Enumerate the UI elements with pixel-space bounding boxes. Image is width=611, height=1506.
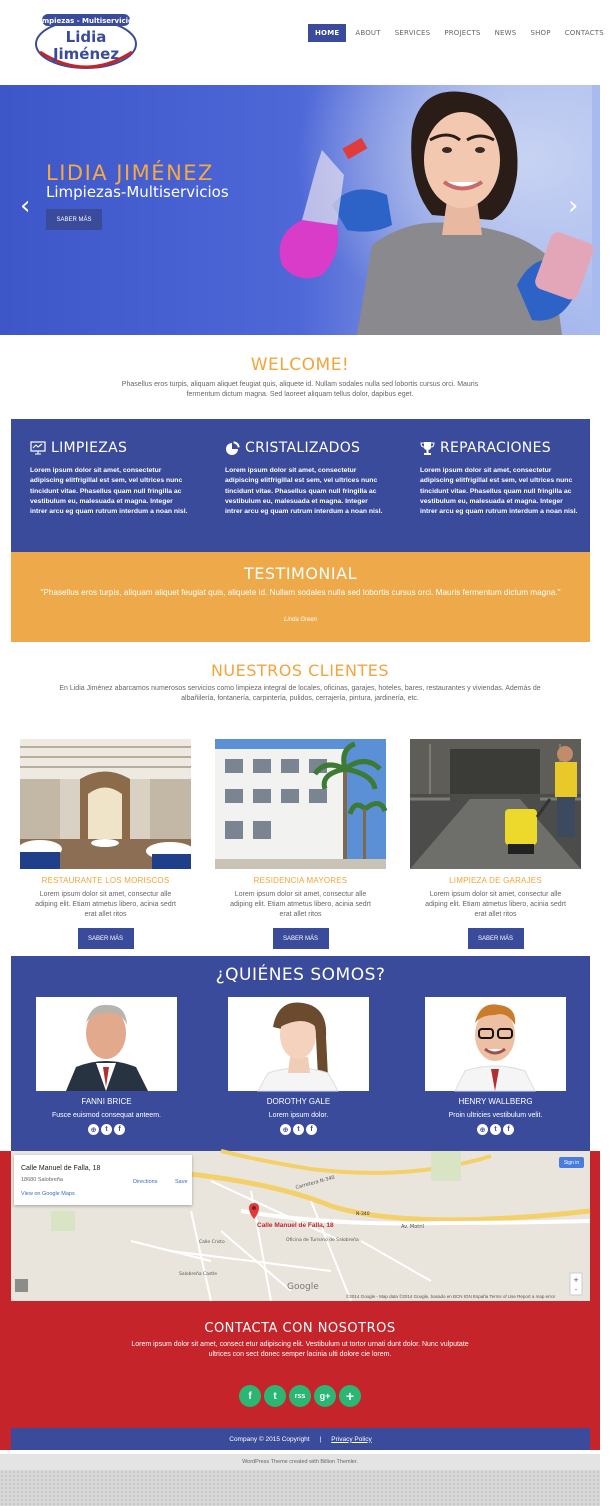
client-text: Lorem ipsum dolor sit amet, consectur alle adiping elit. Etiam atmetus libero, acinia sedrt erat allet ritos (425, 891, 566, 918)
service-limpiezas (30, 439, 190, 517)
site-header (0, 0, 604, 85)
client-title: LIMPIEZA DE GARAJES (449, 876, 542, 885)
svg-text:Jiménez: Jiménez (52, 45, 120, 63)
client-saber-mas-button[interactable]: SABER MÁS (78, 928, 134, 949)
twitter-icon[interactable]: t (101, 1124, 112, 1135)
dribbble-icon[interactable]: ⊕ (280, 1124, 291, 1135)
client-card (20, 739, 191, 949)
nav-home[interactable]: HOME (308, 24, 346, 42)
member-social (228, 1124, 369, 1135)
dribbble-icon[interactable]: ⊕ (477, 1124, 488, 1135)
service-text: Lorem ipsum dolor sit amet, consectetur adipiscing elitfrigillal est sem, vel ultrices nunc tincidunt vitae. Phasellus quam null fringilla ac vestibulum eu, malesuada et magna. Integer intrer arcu eg quam rutrum interdum a noan nisl. (225, 467, 383, 516)
member-role: Lorem ipsum dolor. (268, 1112, 329, 1119)
member-name: DOROTHY GALE (266, 1097, 331, 1106)
directions-button[interactable]: Directions (133, 1179, 158, 1185)
service-text: Lorem ipsum dolor sit amet, consectetur adipiscing elitfrigillal est sem, vel ultrices nunc tincidunt vitae. Phasellus quam null fringilla ac vestibulum eu, malesuada et magna. Integer intrer arcu eg quam rutrum interdum a noan nisl. (30, 467, 188, 516)
team-title: ¿QUIÉNES SOMOS? (215, 965, 386, 985)
site-logo[interactable] (34, 12, 138, 72)
map-label-motril: Av. Motril (401, 1224, 425, 1230)
footer-bar (11, 1428, 590, 1450)
facebook-icon[interactable]: f (503, 1124, 514, 1135)
facebook-icon[interactable]: f (239, 1385, 261, 1407)
contact-title: CONTACTA CON NOSOTROS (204, 1321, 396, 1336)
hero-title: LIDIA JIMÉNEZ (46, 161, 214, 185)
services-section (11, 419, 590, 552)
hero-prev-arrow-icon[interactable]: ‹ (20, 191, 31, 221)
residence-image (215, 739, 386, 869)
member-photo (36, 997, 177, 1091)
save-button[interactable]: Save (175, 1179, 188, 1185)
service-title: CRISTALIZADOS (245, 440, 361, 456)
welcome-text: Phasellus eros turpis, aliquam aliquet feugiat quis, aliquete id. Nullam sodales nulla sed lobortis cursus orci. Mauris fermentum dictum magna. Sed laoreet aliquam tellus dolor, dapibus eget. (121, 381, 479, 398)
team-member (228, 997, 369, 1135)
clients-intro: En Lidia Jiménez abarcamos numerosos servicios como limpieza integral de locales, oficinas, garajes, hoteles, bares, restaurantes y viviendas. Además de albañilería, fontanería, carpintería, pulidos, cerrajería, pintura, jardinería, etc. (59, 685, 541, 702)
google-logo: Google (287, 1282, 319, 1292)
main-nav (308, 24, 611, 42)
welcome-title: WELCOME! (250, 355, 350, 375)
client-title: RESIDENCIA MAYORES (253, 876, 348, 885)
map-label-carretera: Carretera N-340 (294, 1174, 336, 1191)
copyright-text: Company © 2015 Copyright (229, 1435, 310, 1443)
pie-chart-icon (225, 441, 240, 456)
member-photo (228, 997, 369, 1091)
twitter-icon[interactable]: t (490, 1124, 501, 1135)
map-label-n340: N-340 (356, 1212, 370, 1217)
hero-slider (0, 85, 600, 335)
member-role: Proin ultricies vestibulum velit. (448, 1112, 543, 1119)
map-label-castle: Salobreña Castle (179, 1272, 218, 1277)
hero-saber-mas-button[interactable]: SABER MÁS (46, 209, 102, 230)
plus-icon[interactable]: + (339, 1385, 361, 1407)
client-saber-mas-button[interactable]: SABER MÁS (468, 928, 524, 949)
twitter-icon[interactable]: t (264, 1385, 286, 1407)
clients-title: NUESTROS CLIENTES (210, 661, 390, 680)
member-social (36, 1124, 177, 1135)
member-name: HENRY WALLBERG (458, 1097, 533, 1106)
dribbble-icon[interactable]: ⊕ (88, 1124, 99, 1135)
testimonial-quote: "Phasellus eros turpis, aliquam aliquet feugiat quis, aliquete id. Nullam sodales nulla sed lobortis cursus orci. Mauris fermentum dictum magna." (40, 588, 561, 597)
map-pin-label: Calle Manuel de Falla, 18 (257, 1222, 334, 1229)
footer-separator: | (319, 1435, 322, 1443)
client-card (410, 739, 581, 949)
chart-monitor-icon (30, 441, 46, 455)
contact-text: Lorem ipsum dolor sit amet, consect etur adipiscing elit. Vestibulum ut tortor urnati dunt dolor. Nunc vulputate ultrices con sect donec semper lacinia ulti dolore cie lorem. (131, 1341, 469, 1358)
team-section (11, 956, 590, 1151)
client-card (215, 739, 386, 949)
nav-projects[interactable]: PROJECTS (444, 29, 481, 37)
restaurant-image (20, 739, 191, 869)
facebook-icon[interactable]: f (306, 1124, 317, 1135)
google-plus-icon[interactable]: g+ (314, 1385, 336, 1407)
service-reparaciones (420, 439, 580, 517)
svg-text:Lidia: Lidia (65, 28, 107, 46)
theme-credits: WordPress Theme created with Billion Themler. (0, 1454, 600, 1470)
contact-section (0, 1308, 600, 1428)
twitter-icon[interactable]: t (293, 1124, 304, 1135)
map-section (0, 1151, 600, 1308)
facebook-icon[interactable]: f (114, 1124, 125, 1135)
service-text: Lorem ipsum dolor sit amet, consectetur adipiscing elitfrigillal est sem, vel ultrices nunc tincidunt vitae. Phasellus quam null fringilla ac vestibulum eu, malesuada et magna. Integer intrer arcu eg quam rutrum interdum a noan nisl. (420, 467, 578, 516)
svg-text:+: + (573, 1276, 579, 1284)
map-place-title: Calle Manuel de Falla, 18 (21, 1165, 101, 1172)
nav-shop[interactable]: SHOP (530, 29, 551, 37)
nav-news[interactable]: NEWS (494, 29, 517, 37)
service-title: LIMPIEZAS (51, 440, 128, 456)
client-title: RESTAURANTE LOS MORISCOS (41, 876, 170, 885)
svg-text:-: - (574, 1286, 578, 1294)
member-name: FANNI BRICE (81, 1097, 132, 1106)
footer-border-left (0, 1428, 11, 1450)
hero-woman-image (262, 85, 592, 335)
contact-social-icons (0, 1385, 600, 1407)
client-saber-mas-button[interactable]: SABER MÁS (273, 928, 329, 949)
privacy-policy-link[interactable]: Privacy Policy (331, 1435, 372, 1443)
team-member (425, 997, 566, 1135)
svg-text:Limpiezas - Multiservicios: Limpiezas - Multiservicios (34, 17, 138, 25)
hero-next-arrow-icon[interactable]: › (568, 191, 579, 221)
footer-border-right (590, 1428, 600, 1450)
testimonial-section (11, 552, 590, 642)
nav-services[interactable]: SERVICES (394, 29, 431, 37)
testimonial-author: Linda Green (283, 617, 318, 623)
map-label-cristo: Calle Cristo (199, 1240, 225, 1245)
map-place-card (14, 1155, 192, 1205)
footer-pattern (0, 1470, 600, 1506)
member-role: Fusce euismod consequat anteem. (52, 1112, 161, 1119)
trophy-icon (420, 441, 435, 456)
testimonial-title: TESTIMONIAL (244, 564, 357, 583)
rss-icon[interactable]: rss (289, 1385, 311, 1407)
service-title: REPARACIONES (440, 440, 551, 456)
map-credit: ©2014 Google - Map data ©2014 Google, basado en BCN IGN España Terms of Use Report a map error (346, 1294, 556, 1299)
view-on-google-maps-link[interactable]: View on Google Maps (21, 1191, 75, 1197)
member-social (425, 1124, 566, 1135)
map-place-address: 18680 Salobreña (21, 1177, 63, 1183)
nav-contacts[interactable]: CONTACTS (564, 29, 604, 37)
google-map[interactable] (11, 1151, 590, 1301)
member-photo (425, 997, 566, 1091)
hero-subtitle: Limpiezas-Multiservicios (46, 183, 229, 201)
map-sign-in-button[interactable]: Sign in (559, 1157, 584, 1168)
client-text: Lorem ipsum dolor sit amet, consectur alle adiping elit. Etiam atmetus libero, acinia sedrt erat allet ritos (35, 891, 176, 918)
client-text: Lorem ipsum dolor sit amet, consectur alle adiping elit. Etiam atmetus libero, acinia sedrt erat allet ritos (230, 891, 371, 918)
nav-about[interactable]: ABOUT (355, 29, 381, 37)
service-cristalizados (225, 439, 385, 517)
team-member (36, 997, 177, 1135)
map-label-turismo: Oficina de Turismo de Salobreña (286, 1238, 359, 1243)
garage-image (410, 739, 581, 869)
